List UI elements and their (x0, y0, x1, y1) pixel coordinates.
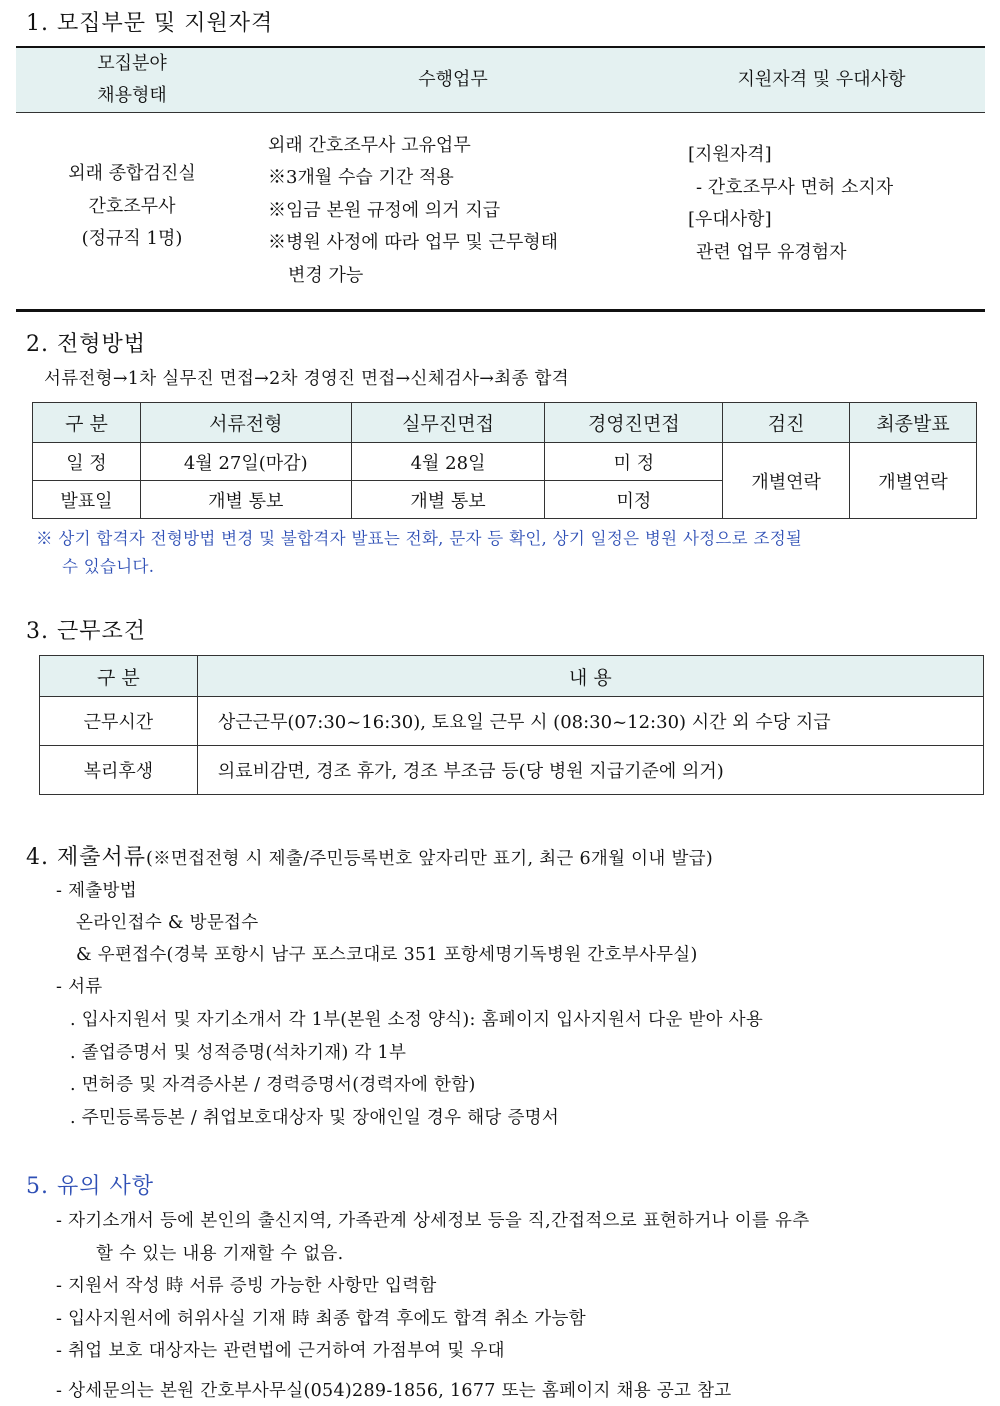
section-2-title: 2. 전형방법 (26, 332, 146, 357)
note-line: 할 수 있는 내용 기재할 수 없음. (96, 1244, 344, 1264)
header-final: 최종발표 (850, 403, 977, 443)
section-4-heading (26, 840, 713, 871)
schedule-practical: 4월 28일 (351, 443, 545, 481)
doc-line: & 우편접수(경북 포항시 남구 포스코대로 351 포항세명기독병원 간호부사무실) (76, 945, 698, 965)
note-line: - 상세문의는 본원 간호부사무실(054)289-1856, 1677 또는 홈페이지 채용 공고 참고 (56, 1381, 732, 1401)
cell-duties: 외래 간호조무사 고유업무 ※3개월 수습 기간 적용 ※임금 본원 규정에 의거 지급 ※병원 사정에 따라 업무 및 근무형태 변경 가능 (248, 113, 658, 311)
schedule-doc: 4월 27일(마감) (140, 443, 351, 481)
benefits-label: 복리후생 (40, 746, 198, 795)
section-4-note: (※면접전형 시 제출/주민등록번호 앞자리만 표기, 최근 6개월 이내 발급) (146, 849, 713, 869)
header-exec: 경영진면접 (545, 403, 723, 443)
header-doc: 서류전형 (140, 403, 351, 443)
section-3-title: 3. 근무조건 (26, 619, 146, 644)
selection-note-line1: ※ 상기 합격자 전형방법 변경 및 불합격자 발표는 전화, 문자 등 확인, 상기 일정은 병원 사정으로 조정될 (36, 529, 803, 548)
recruit-table-header (16, 47, 985, 113)
header-content: 내 용 (197, 656, 983, 697)
section-4-title: 4. 제출서류 (26, 845, 146, 870)
conditions-table (39, 655, 984, 795)
announce-exec: 미정 (545, 481, 723, 519)
row-benefits (40, 746, 984, 795)
selection-note-line2: 수 있습니다. (62, 557, 155, 576)
announce-label: 발표일 (33, 481, 141, 519)
doc-line: . 입사지원서 및 자기소개서 각 1부(본원 소정 양식): 홈페이지 입사지원서 다운 받아 사용 (70, 1010, 764, 1030)
selection-flow: 서류전형→1차 실무진 면접→2차 경영진 면접→신체검사→최종 합격 (44, 369, 569, 389)
selection-table (32, 402, 977, 519)
section-5-title: 5. 유의 사항 (26, 1174, 154, 1199)
exam-cell: 개별연락 (723, 443, 850, 519)
header-exam: 검진 (723, 403, 850, 443)
note-line: - 취업 보호 대상자는 관련법에 근거하여 가점부여 및 우대 (56, 1341, 505, 1361)
section-1-title: 1. 모집부문 및 지원자격 (26, 11, 274, 36)
note-line: - 자기소개서 등에 본인의 출신지역, 가족관계 상세정보 등을 직,간접적으로 표현하거나 이를 유추 (56, 1211, 810, 1231)
schedule-exec: 미 정 (545, 443, 723, 481)
note-line: - 입사지원서에 허위사실 기재 時 최종 합격 후에도 합격 취소 가능함 (56, 1309, 586, 1329)
row-schedule (33, 443, 977, 481)
doc-line: 온라인접수 & 방문접수 (76, 913, 259, 933)
hours-label: 근무시간 (40, 697, 198, 746)
doc-line: . 주민등록등본 / 취업보호대상자 및 장애인일 경우 해당 증명서 (70, 1108, 560, 1128)
doc-line: - 제출방법 (56, 881, 137, 901)
conditions-table-header (40, 656, 984, 697)
header-duty: 수행업무 (248, 47, 658, 113)
benefits-value: 의료비감면, 경조 휴가, 경조 부조금 등(당 병원 지급기준에 의거) (197, 746, 983, 795)
hours-value: 상근근무(07:30~16:30), 토요일 근무 시 (08:30~12:30) 시간 외 수당 지급 (197, 697, 983, 746)
cell-quals: [지원자격] - 간호조무사 면허 소지자 [우대사항] 관련 업무 유경험자 (658, 113, 985, 311)
header-category: 구 분 (40, 656, 198, 697)
doc-line: . 졸업증명서 및 성적증명(석차기재) 각 1부 (70, 1043, 407, 1063)
row-hours (40, 697, 984, 746)
doc-line: - 서류 (56, 977, 103, 997)
header-practical: 실무진면접 (351, 403, 545, 443)
schedule-label: 일 정 (33, 443, 141, 481)
header-qual: 지원자격 및 우대사항 (658, 47, 985, 113)
recruit-table (16, 46, 985, 312)
announce-practical: 개별 통보 (351, 481, 545, 519)
announce-doc: 개별 통보 (140, 481, 351, 519)
cell-field: 외래 종합검진실 간호조무사 (정규직 1명) (16, 113, 248, 311)
recruit-table-row (16, 113, 985, 311)
doc-line: . 면허증 및 자격증사본 / 경력증명서(경력자에 한함) (70, 1075, 476, 1095)
selection-table-header (33, 403, 977, 443)
header-field: 모집분야 채용형태 (16, 47, 248, 113)
header-category: 구 분 (33, 403, 141, 443)
final-cell: 개별연락 (850, 443, 977, 519)
note-line: - 지원서 작성 時 서류 증빙 가능한 사항만 입력함 (56, 1276, 437, 1296)
